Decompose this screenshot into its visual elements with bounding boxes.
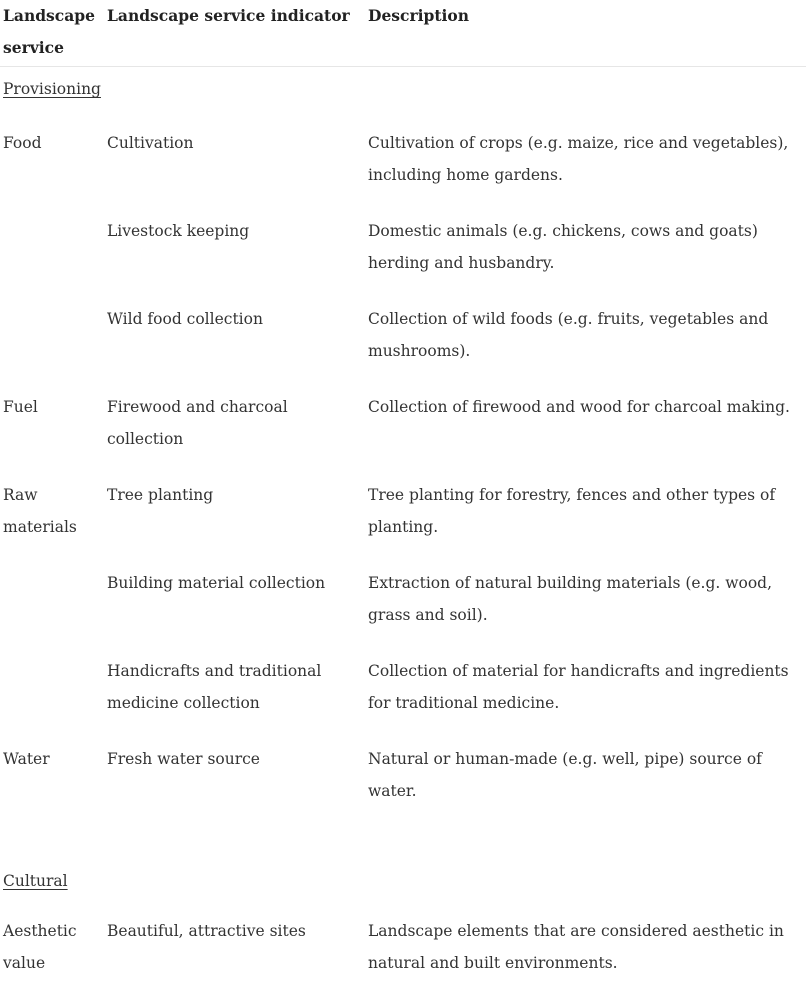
header-description: Description xyxy=(365,0,806,67)
cell-indicator: Wild food collection xyxy=(107,310,263,328)
table-row xyxy=(0,903,806,991)
table-row xyxy=(0,731,806,819)
header-landscape-service: Landscape service xyxy=(0,0,104,67)
cell-service: Food xyxy=(3,134,42,152)
header-service-indicator: Landscape service indicator xyxy=(104,0,365,67)
table-row xyxy=(0,643,806,731)
cell-description: Natural or human-made (e.g. well, pipe) source of water. xyxy=(368,750,762,800)
section-row-provisioning xyxy=(0,67,806,112)
cell-service: Water xyxy=(3,750,50,768)
table-row xyxy=(0,111,806,203)
cell-service xyxy=(0,203,104,291)
table-row xyxy=(0,555,806,643)
cell-indicator: Handicrafts and traditional medicine collection xyxy=(107,662,322,712)
cell-service xyxy=(0,291,104,379)
cell-service: Fuel xyxy=(3,398,38,416)
cell-description: Tree planting for forestry, fences and other types of planting. xyxy=(368,486,776,536)
cell-indicator: Firewood and charcoal collection xyxy=(107,398,288,448)
section-row-cultural xyxy=(0,819,806,903)
cell-indicator: Cultivation xyxy=(107,134,194,152)
cell-indicator: Fresh water source xyxy=(107,750,260,768)
cell-indicator: Tree planting xyxy=(107,486,214,504)
cell-service: Raw materials xyxy=(3,486,77,536)
table-row xyxy=(0,467,806,555)
cell-service xyxy=(0,643,104,731)
cell-indicator: Beautiful, attractive sites xyxy=(107,922,306,940)
cell-service: Aesthetic value xyxy=(3,922,77,972)
cell-description: Landscape elements that are considered aesthetic in natural and built environments. xyxy=(368,922,784,972)
table-row xyxy=(0,291,806,379)
section-label-cultural: Cultural xyxy=(3,872,68,890)
table-header-row xyxy=(0,0,806,67)
cell-indicator: Livestock keeping xyxy=(107,222,250,240)
cell-description: Collection of firewood and wood for charcoal making. xyxy=(368,398,790,416)
cell-description: Collection of wild foods (e.g. fruits, vegetables and mushrooms). xyxy=(368,310,769,360)
cell-service xyxy=(0,555,104,643)
section-label-provisioning: Provisioning xyxy=(3,80,101,98)
table-row xyxy=(0,203,806,291)
cell-description: Domestic animals (e.g. chickens, cows and goats) herding and husbandry. xyxy=(368,222,758,272)
cell-description: Cultivation of crops (e.g. maize, rice and vegetables), including home gardens. xyxy=(368,134,789,184)
table-row xyxy=(0,379,806,467)
cell-description: Extraction of natural building materials (e.g. wood, grass and soil). xyxy=(368,574,773,624)
cell-description: Collection of material for handicrafts and ingredients for traditional medicine. xyxy=(368,662,789,712)
cell-indicator: Building material collection xyxy=(107,574,326,592)
